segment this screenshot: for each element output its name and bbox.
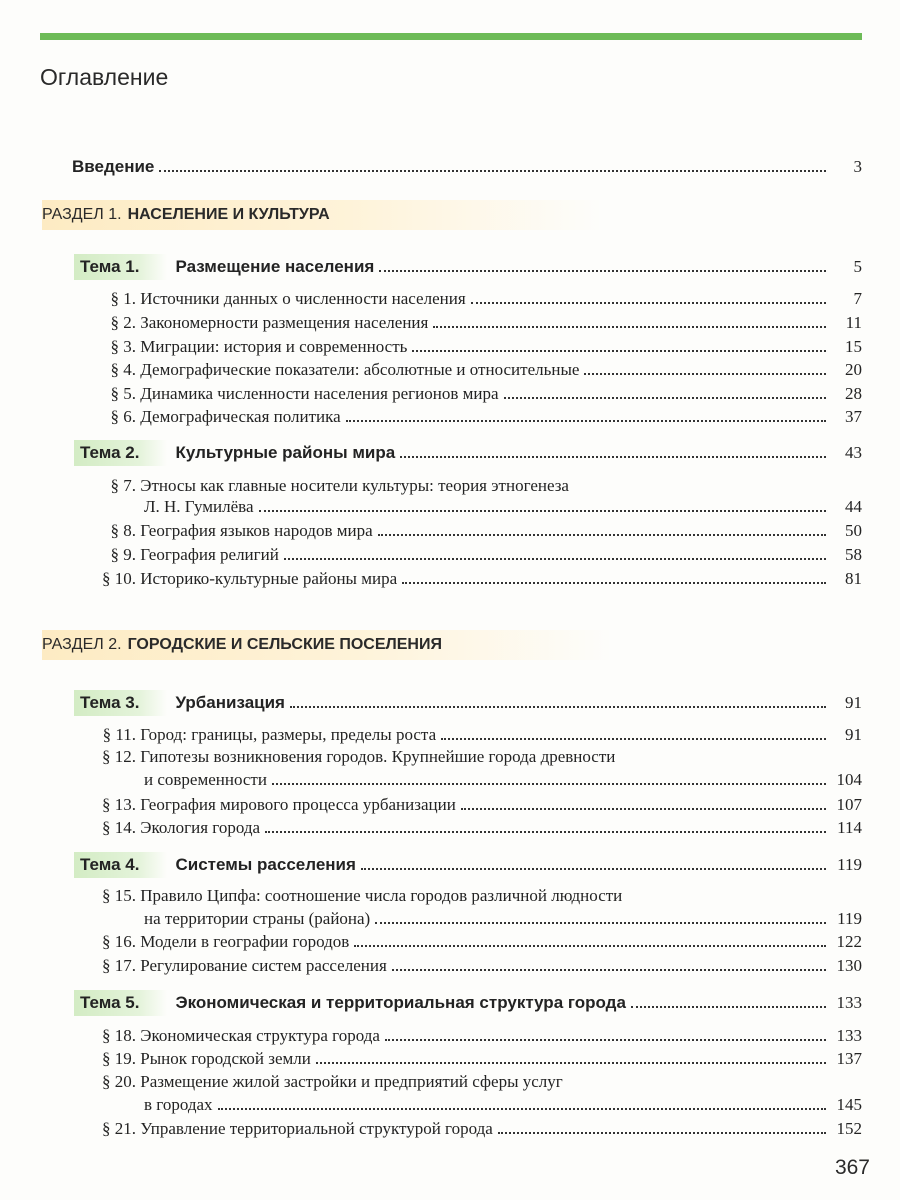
toc-topic-row[interactable] xyxy=(78,690,862,716)
page-ref: 133 xyxy=(836,993,862,1012)
page-number: 367 xyxy=(834,1156,870,1179)
paragraph-number: § 14. xyxy=(102,818,136,837)
page-ref: 152 xyxy=(836,1119,862,1138)
toc-paragraph-first-line[interactable] xyxy=(100,476,569,496)
toc-paragraph-row[interactable] xyxy=(100,407,862,427)
paragraph-number: § 9. xyxy=(110,545,136,564)
toc-paragraph-first-line[interactable] xyxy=(92,1072,563,1092)
topic-name: Культурные районы мира xyxy=(175,443,396,462)
paragraph-text: § 13. География мирового процесса урбанизации xyxy=(92,795,456,815)
dot-leader xyxy=(471,302,826,304)
paragraph-text: § 21. Управление территориальной структурой города xyxy=(92,1119,493,1139)
dot-leader xyxy=(584,373,826,375)
toc-paragraph-row[interactable] xyxy=(100,521,862,541)
paragraph-text: § 6. Демографическая политика xyxy=(100,407,341,427)
paragraph-number: § 16. xyxy=(102,932,136,951)
page-ref: 145 xyxy=(836,1095,862,1114)
dot-leader xyxy=(385,1039,826,1041)
topic-name: Размещение населения xyxy=(175,257,375,276)
paragraph-text: § 3. Миграции: история и современность xyxy=(100,337,407,357)
dot-leader xyxy=(433,326,826,328)
paragraph-text-continued: на территории страны (района) xyxy=(144,909,371,928)
dot-leader xyxy=(379,270,826,272)
toc-paragraph-row[interactable] xyxy=(100,337,862,357)
dot-leader xyxy=(218,1108,826,1110)
page-ref: 104 xyxy=(836,770,862,789)
paragraph-text: Правило Ципфа: соотношение числа городов различной людности xyxy=(140,886,623,905)
page-ref: 11 xyxy=(845,313,862,332)
toc-paragraph-row[interactable] xyxy=(92,818,862,838)
paragraph-text: Этносы как главные носители культуры: теория этногенеза xyxy=(140,476,569,495)
section-2-heading xyxy=(42,630,612,660)
dot-leader xyxy=(412,350,826,352)
paragraph-text-continued: в городах xyxy=(144,1095,213,1114)
dot-leader xyxy=(259,510,827,512)
paragraph-text: § 11. Город: границы, размеры, пределы роста xyxy=(92,725,436,745)
paragraph-text-continued: Л. Н. Гумилёва xyxy=(144,497,254,516)
paragraph-text: § 18. Экономическая структура города xyxy=(92,1026,380,1046)
toc-paragraph-row[interactable] xyxy=(92,1119,862,1139)
page-ref: 7 xyxy=(853,289,862,308)
section-label: РАЗДЕЛ 2. xyxy=(42,636,122,653)
top-accent-bar xyxy=(40,33,862,40)
paragraph-number: § 12. xyxy=(102,747,136,766)
paragraph-text: § 8. География языков народов мира xyxy=(100,521,373,541)
page-ref: 20 xyxy=(845,360,862,379)
page-ref: 3 xyxy=(853,157,862,176)
topic-name: Экономическая и территориальная структура города xyxy=(175,993,626,1012)
dot-leader xyxy=(265,831,826,833)
paragraph-number: § 1. xyxy=(110,289,136,308)
page-ref: 81 xyxy=(845,569,862,588)
paragraph-number: § 10. xyxy=(102,569,136,588)
page-ref: 15 xyxy=(845,337,862,356)
paragraph-number: § 13. xyxy=(102,795,136,814)
topic-label: Тема 5. xyxy=(74,990,167,1016)
page-ref: 133 xyxy=(836,1026,862,1045)
page-ref: 119 xyxy=(837,855,862,874)
paragraph-text: § 17. Регулирование систем расселения xyxy=(92,956,387,976)
paragraph-number: § 15. xyxy=(102,886,136,905)
paragraph-number: § 20. xyxy=(102,1072,136,1091)
paragraph-number: § 11. xyxy=(102,725,136,744)
toc-paragraph-row[interactable] xyxy=(92,1026,862,1046)
paragraph-number: § 6. xyxy=(110,407,136,426)
toc-paragraph-row[interactable] xyxy=(100,313,862,333)
page-ref: 137 xyxy=(836,1049,862,1068)
toc-paragraph-row[interactable] xyxy=(92,795,862,815)
page-ref: 114 xyxy=(837,818,862,837)
toc-paragraph-row[interactable] xyxy=(144,1095,862,1115)
toc-paragraph-row[interactable] xyxy=(92,725,862,745)
topic-name: Урбанизация xyxy=(175,693,285,712)
page-ref: 91 xyxy=(845,693,862,712)
paragraph-text: § 2. Закономерности размещения населения xyxy=(100,313,428,333)
page-ref: 130 xyxy=(836,956,862,975)
paragraph-number: § 3. xyxy=(110,337,136,356)
toc-paragraph-row[interactable] xyxy=(144,909,862,929)
topic-label: Тема 4. xyxy=(74,852,167,878)
paragraph-text: § 1. Источники данных о численности населения xyxy=(100,289,466,309)
paragraph-text: § 4. Демографические показатели: абсолютные и относительные xyxy=(100,360,579,380)
dot-leader xyxy=(400,456,826,458)
dot-leader xyxy=(159,170,826,172)
page-ref: 44 xyxy=(845,497,862,516)
toc-intro-row[interactable] xyxy=(72,157,862,177)
dot-leader xyxy=(631,1006,826,1008)
dot-leader xyxy=(402,582,826,584)
paragraph-text: Гипотезы возникновения городов. Крупнейшие города древности xyxy=(140,747,616,766)
toc-paragraph-row[interactable] xyxy=(92,932,862,952)
page-ref: 28 xyxy=(845,384,862,403)
topic-label: Тема 3. xyxy=(74,690,167,716)
dot-leader xyxy=(272,783,826,785)
toc-paragraph-row[interactable] xyxy=(100,545,862,565)
dot-leader xyxy=(354,945,826,947)
page-title: Оглавление xyxy=(40,64,169,90)
toc-paragraph-first-line[interactable] xyxy=(92,886,622,906)
toc-topic-row[interactable] xyxy=(78,852,862,878)
topic-name: Системы расселения xyxy=(175,855,356,874)
paragraph-number: § 7. xyxy=(110,476,136,495)
paragraph-text: § 5. Динамика численности населения регионов мира xyxy=(100,384,499,404)
toc-paragraph-row[interactable] xyxy=(92,1049,862,1069)
paragraph-text: § 19. Рынок городской земли xyxy=(92,1049,311,1069)
paragraph-text: § 16. Модели в географии городов xyxy=(92,932,349,952)
section-name: ГОРОДСКИЕ И СЕЛЬСКИЕ ПОСЕЛЕНИЯ xyxy=(127,636,442,653)
dot-leader xyxy=(284,558,826,560)
toc-paragraph-row[interactable] xyxy=(100,289,862,309)
dot-leader xyxy=(361,868,826,870)
paragraph-text: § 10. Историко-культурные районы мира xyxy=(92,569,397,589)
page-ref: 107 xyxy=(836,795,862,814)
intro-label: Введение xyxy=(72,157,155,176)
paragraph-number: § 2. xyxy=(110,313,136,332)
toc-topic-row[interactable] xyxy=(78,254,862,280)
dot-leader xyxy=(392,969,826,971)
page-ref: 119 xyxy=(837,909,862,928)
dot-leader xyxy=(504,397,826,399)
dot-leader xyxy=(441,738,826,740)
page-ref: 50 xyxy=(845,521,862,540)
dot-leader xyxy=(378,534,826,536)
dot-leader xyxy=(316,1062,826,1064)
section-name: НАСЕЛЕНИЕ И КУЛЬТУРА xyxy=(127,206,330,223)
paragraph-text: § 9. География религий xyxy=(100,545,279,565)
paragraph-number: § 8. xyxy=(110,521,136,540)
toc-topic-row[interactable] xyxy=(78,990,862,1016)
toc-paragraph-first-line[interactable] xyxy=(92,747,615,767)
topic-label: Тема 2. xyxy=(74,440,167,466)
dot-leader xyxy=(461,808,826,810)
paragraph-text: § 14. Экология города xyxy=(92,818,260,838)
paragraph-number: § 19. xyxy=(102,1049,136,1068)
paragraph-number: § 18. xyxy=(102,1026,136,1045)
toc-topic-row[interactable] xyxy=(78,440,862,466)
paragraph-text-continued: и современности xyxy=(144,770,267,789)
page-ref: 5 xyxy=(853,257,862,276)
page-ref: 37 xyxy=(845,407,862,426)
page-ref: 43 xyxy=(845,443,862,462)
paragraph-number: § 5. xyxy=(110,384,136,403)
page-ref: 122 xyxy=(836,932,862,951)
toc-paragraph-row[interactable] xyxy=(92,569,862,589)
paragraph-number: § 17. xyxy=(102,956,136,975)
toc-paragraph-row[interactable] xyxy=(92,956,862,976)
toc-paragraph-row[interactable] xyxy=(100,360,862,380)
paragraph-number: § 4. xyxy=(110,360,136,379)
dot-leader xyxy=(346,420,826,422)
dot-leader xyxy=(498,1132,826,1134)
page-ref: 58 xyxy=(845,545,862,564)
page-ref: 91 xyxy=(845,725,862,744)
paragraph-text: Размещение жилой застройки и предприятий сферы услуг xyxy=(140,1072,563,1091)
toc-paragraph-row[interactable] xyxy=(144,770,862,790)
paragraph-number: § 21. xyxy=(102,1119,136,1138)
toc-paragraph-row[interactable] xyxy=(100,384,862,404)
section-1-heading xyxy=(42,200,602,230)
dot-leader xyxy=(375,922,826,924)
section-label: РАЗДЕЛ 1. xyxy=(42,206,122,223)
topic-label: Тема 1. xyxy=(74,254,167,280)
toc-paragraph-row[interactable] xyxy=(144,497,862,517)
dot-leader xyxy=(290,706,826,708)
